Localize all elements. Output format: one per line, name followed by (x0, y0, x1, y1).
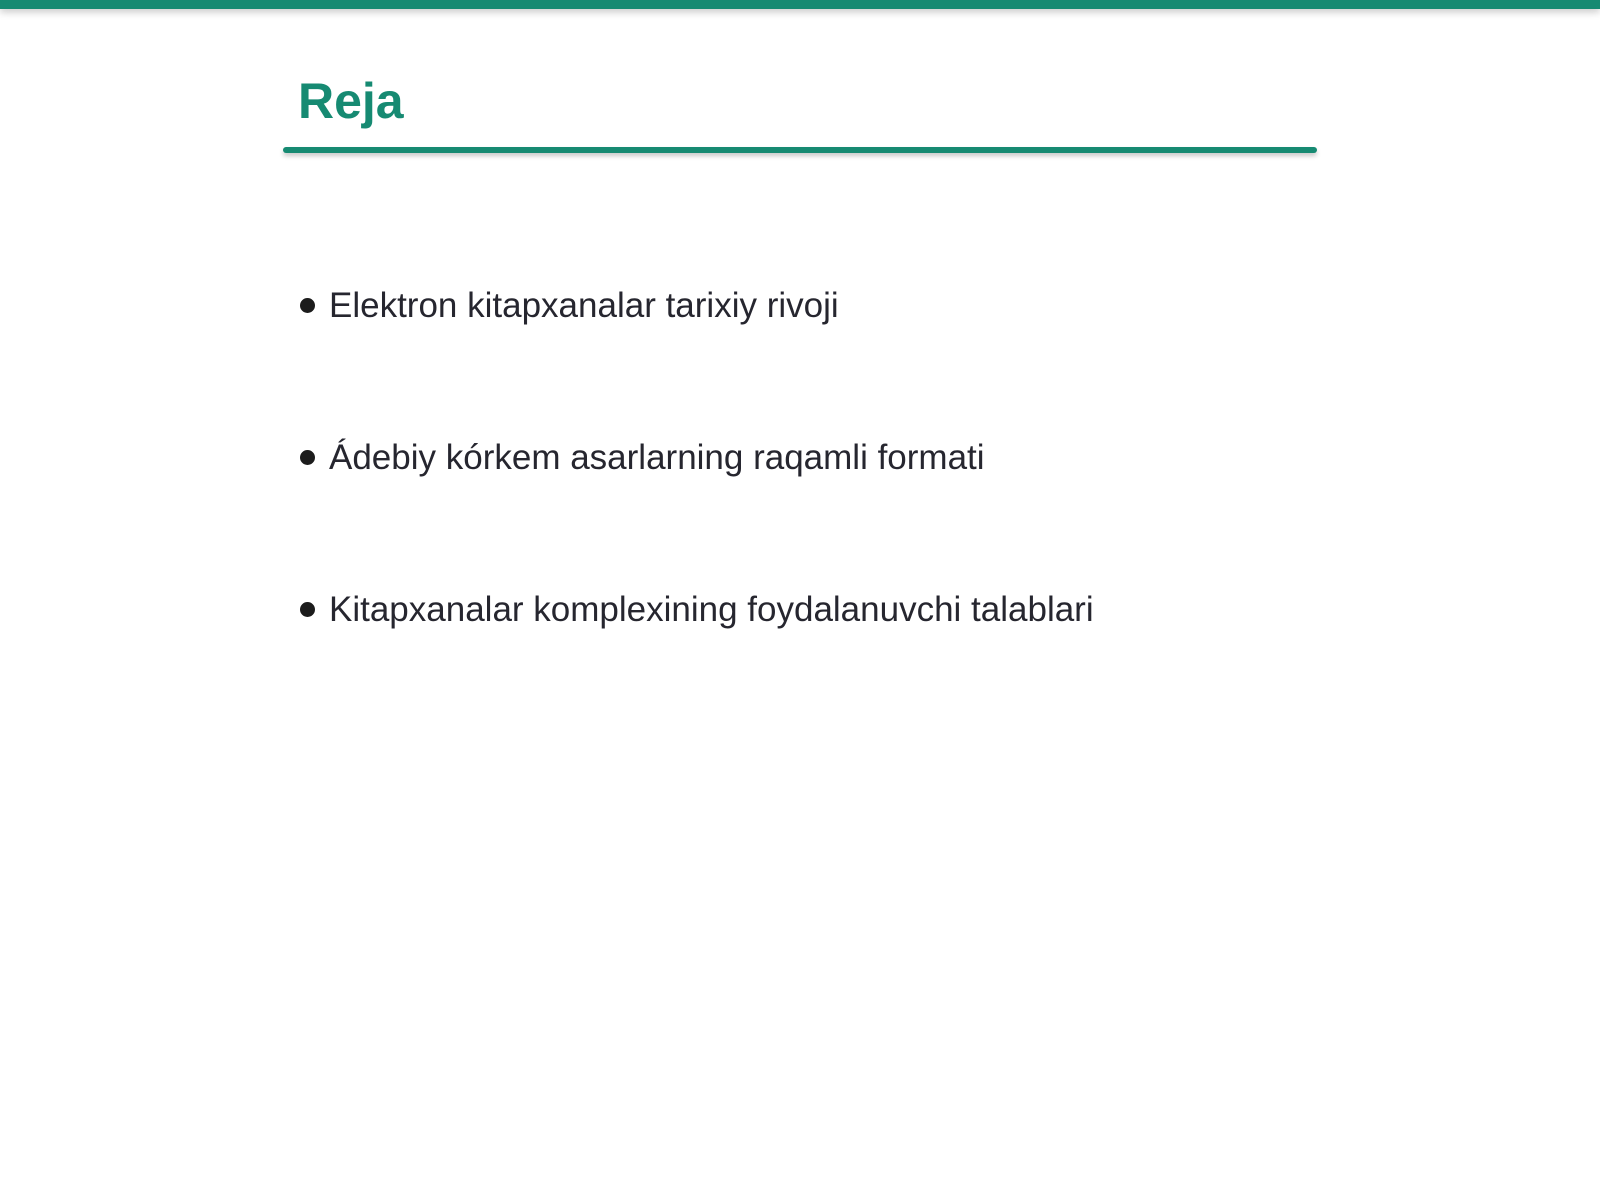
bullet-item (300, 430, 1094, 582)
bullet-dot-icon (300, 450, 315, 465)
bullet-text: Elektron kitapxanalar tarixiy rivoji (329, 286, 839, 325)
bullet-text: Kitapxanalar komplexining foydalanuvchi talablari (329, 590, 1094, 629)
bullet-dot-icon (300, 602, 315, 617)
top-accent-bar (0, 0, 1600, 9)
bullet-dot-icon (300, 298, 315, 313)
slide-title: Reja (298, 73, 404, 129)
bullet-text: Ádebiy kórkem asarlarning raqamli formati (329, 438, 985, 477)
title-underline (283, 147, 1317, 153)
bullet-list (300, 278, 1094, 734)
bullet-item (300, 582, 1094, 734)
bullet-item (300, 278, 1094, 430)
